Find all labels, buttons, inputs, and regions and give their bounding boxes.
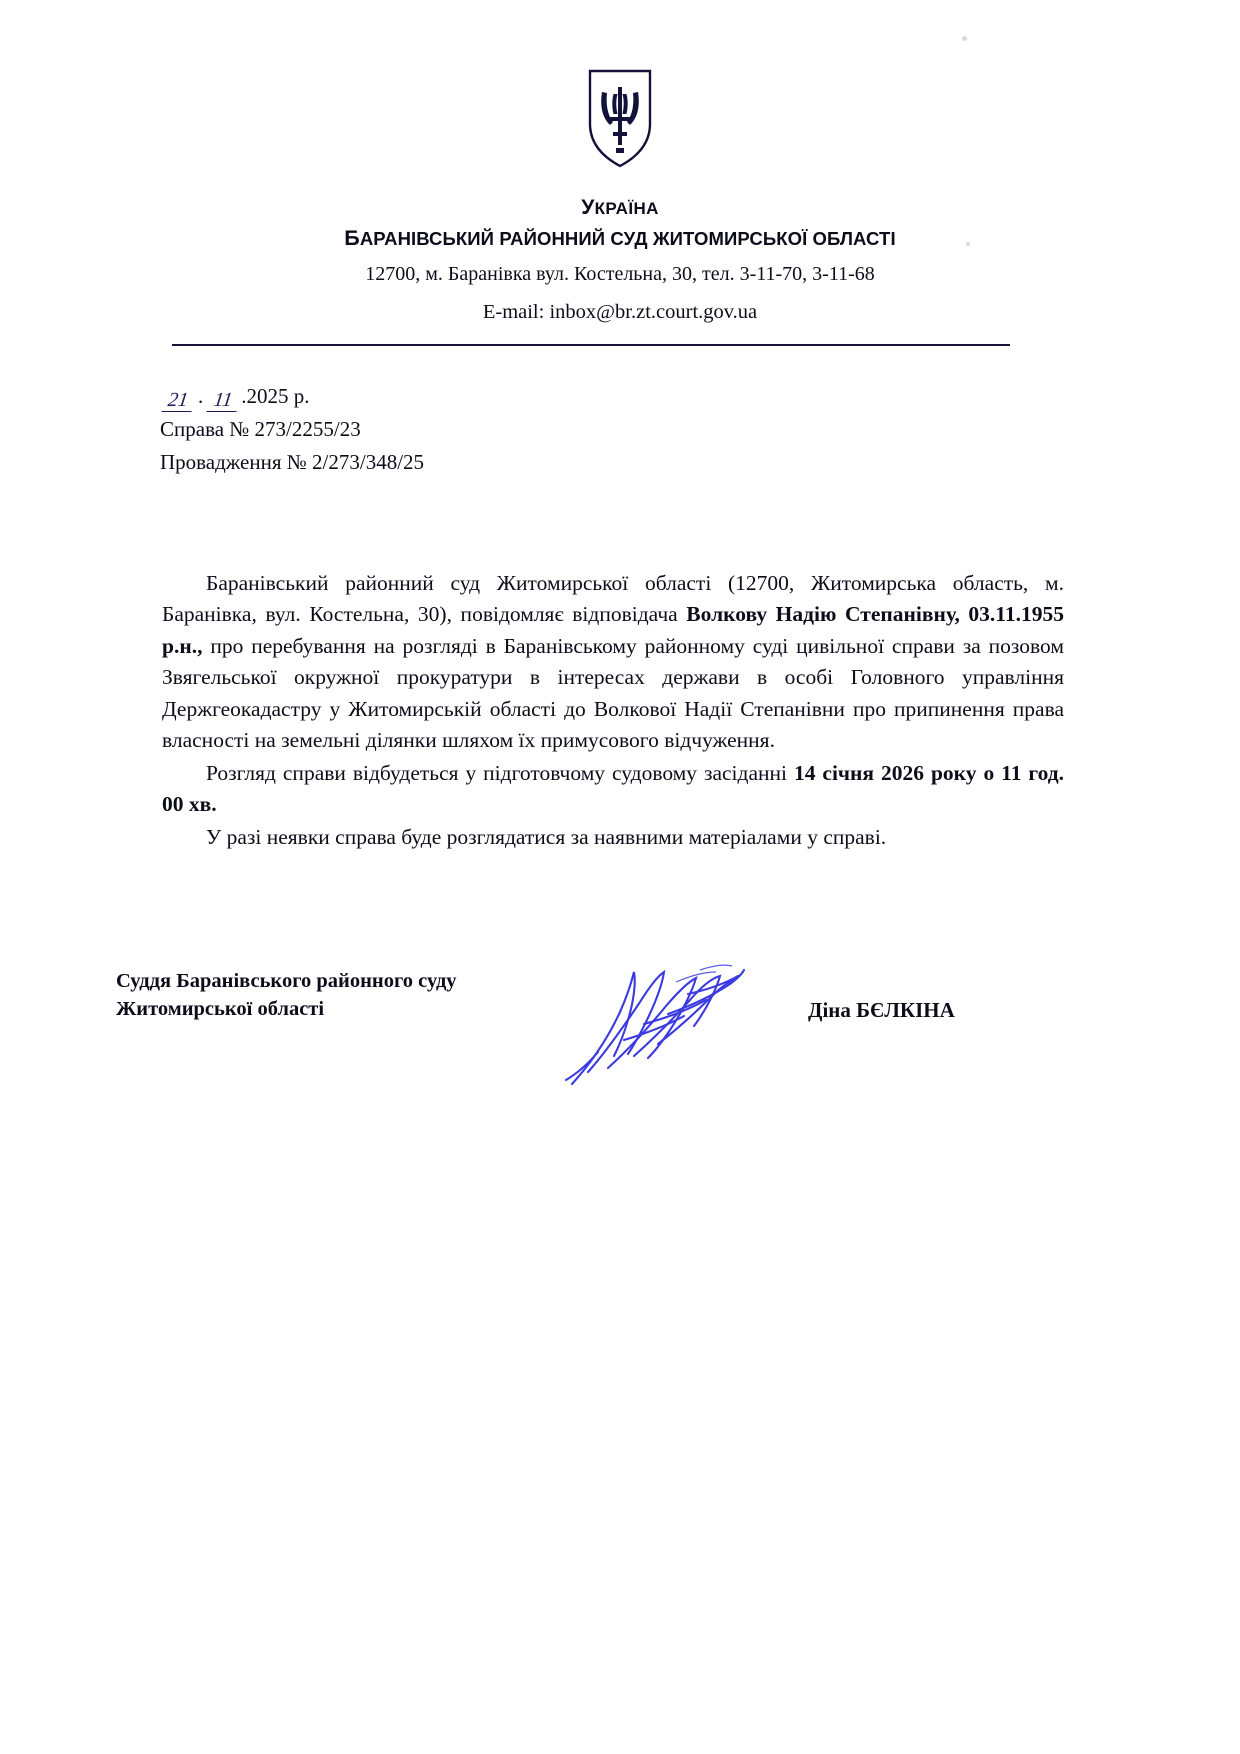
header-divider — [172, 344, 1010, 346]
respondent-name: Волкову Надію Степанівну, 03.11.1955 р.н., — [162, 602, 1064, 658]
date-separator: . — [198, 384, 204, 408]
judge-role — [116, 968, 457, 1023]
handwritten-day: 21 — [161, 390, 194, 412]
reference-block — [160, 382, 424, 477]
judge-role-line2: Житомирської області — [116, 997, 325, 1020]
paragraph-notice-part3: про перебування на розгляді в Баранівському районному суді цивільної справи за позовом Звягельської окружної прокуратури в інтересах держави в особі Головного управління Держгеокадастру у Житомирській області до Волкової Надії Степанівни про припинення права власності на земельні ділянки шляхом їх примусового відчуження. — [162, 633, 1064, 753]
case-number: Справа № 273/2255/23 — [160, 416, 361, 441]
country-title: УКРАЇНА — [581, 196, 659, 219]
court-email: E-mail: inbox@br.zt.court.gov.ua — [482, 301, 758, 323]
court-title: БАРАНІВСЬКИЙ РАЙОННИЙ СУД ЖИТОМИРСЬКОЇ ОБЛАСТІ — [344, 226, 896, 250]
court-address: 12700, м. Баранівка вул. Костельна, 30, тел. 3-11-70, 3-11-68 — [365, 263, 875, 285]
scan-speck — [962, 36, 967, 41]
judge-role-line1: Суддя Баранівського районного суду — [116, 970, 457, 992]
judge-name: Діна БЄЛКІНА — [808, 998, 955, 1022]
body-text — [162, 568, 1064, 853]
handwritten-month: 11 — [207, 390, 240, 412]
emblem-container — [0, 62, 1240, 172]
paragraph-hearing — [162, 758, 1064, 821]
signature-block — [0, 968, 1240, 1128]
paragraph-hearing-part1: Розгляд справи відбудеться у підготовчому судовому засіданні — [206, 760, 794, 785]
scan-speck — [966, 242, 970, 246]
date-year: .2025 р. — [241, 384, 310, 408]
handwritten-signature-icon — [548, 952, 778, 1097]
letterhead — [0, 196, 1240, 324]
paragraph-notice-part1: Баранівський районний суд Житомирської області (12700, Житомирська область, м. Баранівка, вул. Костельна, 30), повідомляє відповідача — [162, 571, 1064, 627]
paragraph-absence: У разі неявки справа буде розглядатися за наявними матеріалами у справі. — [206, 824, 887, 849]
paragraph-notice — [162, 568, 1064, 757]
hearing-datetime: 14 січня 2026 року о 11 год. 00 хв. — [162, 760, 1065, 817]
ukraine-coat-of-arms-icon — [583, 62, 657, 172]
date-line — [160, 382, 424, 412]
proceeding-number: Провадження № 2/273/348/25 — [160, 449, 425, 474]
